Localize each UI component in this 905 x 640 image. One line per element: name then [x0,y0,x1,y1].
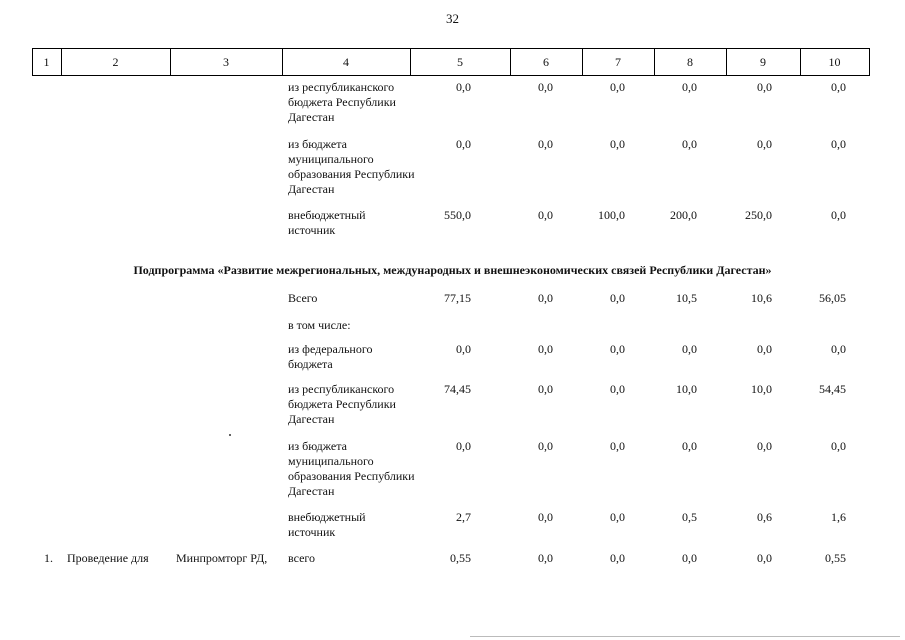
row-value: 0,0 [610,291,625,305]
row-description: из республиканского бюджета Республики Дагестан [288,80,396,124]
page-number: 32 [446,11,459,26]
row-description: внебюджетный источник [288,510,366,539]
row-value: 0,55 [825,551,846,565]
header-col-6: 6 [543,55,549,69]
row-value: 0,0 [610,80,625,94]
row-description: из федерального бюджета [288,342,373,371]
row-value: 56,05 [819,291,846,305]
item-description: всего [288,551,316,565]
row-value: 0,0 [538,510,553,524]
row-description: из республиканского бюджета Республики Дагестан [288,382,396,426]
row-value: 0,0 [456,137,471,151]
scan-edge-mark [470,636,900,637]
item-activity: Проведение для [67,551,149,565]
row-value: 0,0 [682,80,697,94]
row-value: 0,0 [610,342,625,356]
row-value: 0,5 [682,510,697,524]
row-value: 10,6 [751,291,772,305]
row-value: 2,7 [456,510,471,524]
row-value: 0,0 [538,80,553,94]
row-description: внебюджетный источник [288,208,366,237]
row-value: 0,0 [682,137,697,151]
header-col-7: 7 [615,55,621,69]
row-value: 0,0 [831,208,846,222]
row-value: 0,0 [610,551,625,565]
row-value: 77,15 [444,291,471,305]
row-value: 54,45 [819,382,846,396]
row-value: 200,0 [670,208,697,222]
header-col-9: 9 [760,55,766,69]
row-value: 0,0 [538,342,553,356]
scan-speck [229,434,231,436]
row-value: 0,0 [456,439,471,453]
row-value: 0,0 [831,439,846,453]
row-value: 10,0 [676,382,697,396]
header-col-10: 10 [828,55,841,69]
row-value: 0,0 [831,342,846,356]
row-value: 0,0 [456,80,471,94]
header-col-5: 5 [457,55,463,69]
row-value: 0,0 [610,439,625,453]
row-value: 0,55 [450,551,471,565]
row-description: из бюджета муниципального образования Республики Дагестан [288,137,415,196]
header-bottom-rule [32,75,870,76]
row-value: 0,0 [538,439,553,453]
header-col-2: 2 [112,55,119,69]
row-value: 0,0 [757,137,772,151]
item-number: 1. [44,551,53,565]
row-value: 250,0 [745,208,772,222]
row-description: в том числе: [288,318,351,332]
header-col-divider [869,48,870,76]
row-value: 0,0 [757,439,772,453]
row-value: 0,0 [538,137,553,151]
row-value: 0,0 [610,137,625,151]
row-value: 0,0 [757,342,772,356]
header-col-1: 1 [43,55,50,69]
row-value: 100,0 [598,208,625,222]
row-value: 0,6 [757,510,772,524]
row-value: 0,0 [456,342,471,356]
row-value: 10,0 [751,382,772,396]
row-value: 0,0 [757,80,772,94]
row-value: 0,0 [682,342,697,356]
subprogram-title: Подпрограмма «Развитие межрегиональных, международных и внешнеэкономических связей Республики Дагестан» [133,263,772,277]
header-col-4: 4 [343,55,349,69]
row-value: 0,0 [610,510,625,524]
header-top-rule [32,48,870,49]
header-col-8: 8 [687,55,693,69]
item-executor: Минпромторг РД, [176,551,268,565]
row-value: 0,0 [831,137,846,151]
row-value: 0,0 [831,80,846,94]
row-value: 10,5 [676,291,697,305]
row-value: 0,0 [610,382,625,396]
header-col-3: 3 [223,55,229,69]
row-value: 0,0 [538,382,553,396]
row-value: 0,0 [538,208,553,222]
row-description: из бюджета муниципального образования Республики Дагестан [288,439,415,498]
row-value: 0,0 [757,551,772,565]
row-description: Всего [288,291,318,305]
row-value: 0,0 [682,551,697,565]
row-value: 1,6 [831,510,846,524]
row-value: 0,0 [682,439,697,453]
row-value: 0,0 [538,291,553,305]
row-value: 550,0 [444,208,471,222]
row-value: 74,45 [444,382,471,396]
row-value: 0,0 [538,551,553,565]
